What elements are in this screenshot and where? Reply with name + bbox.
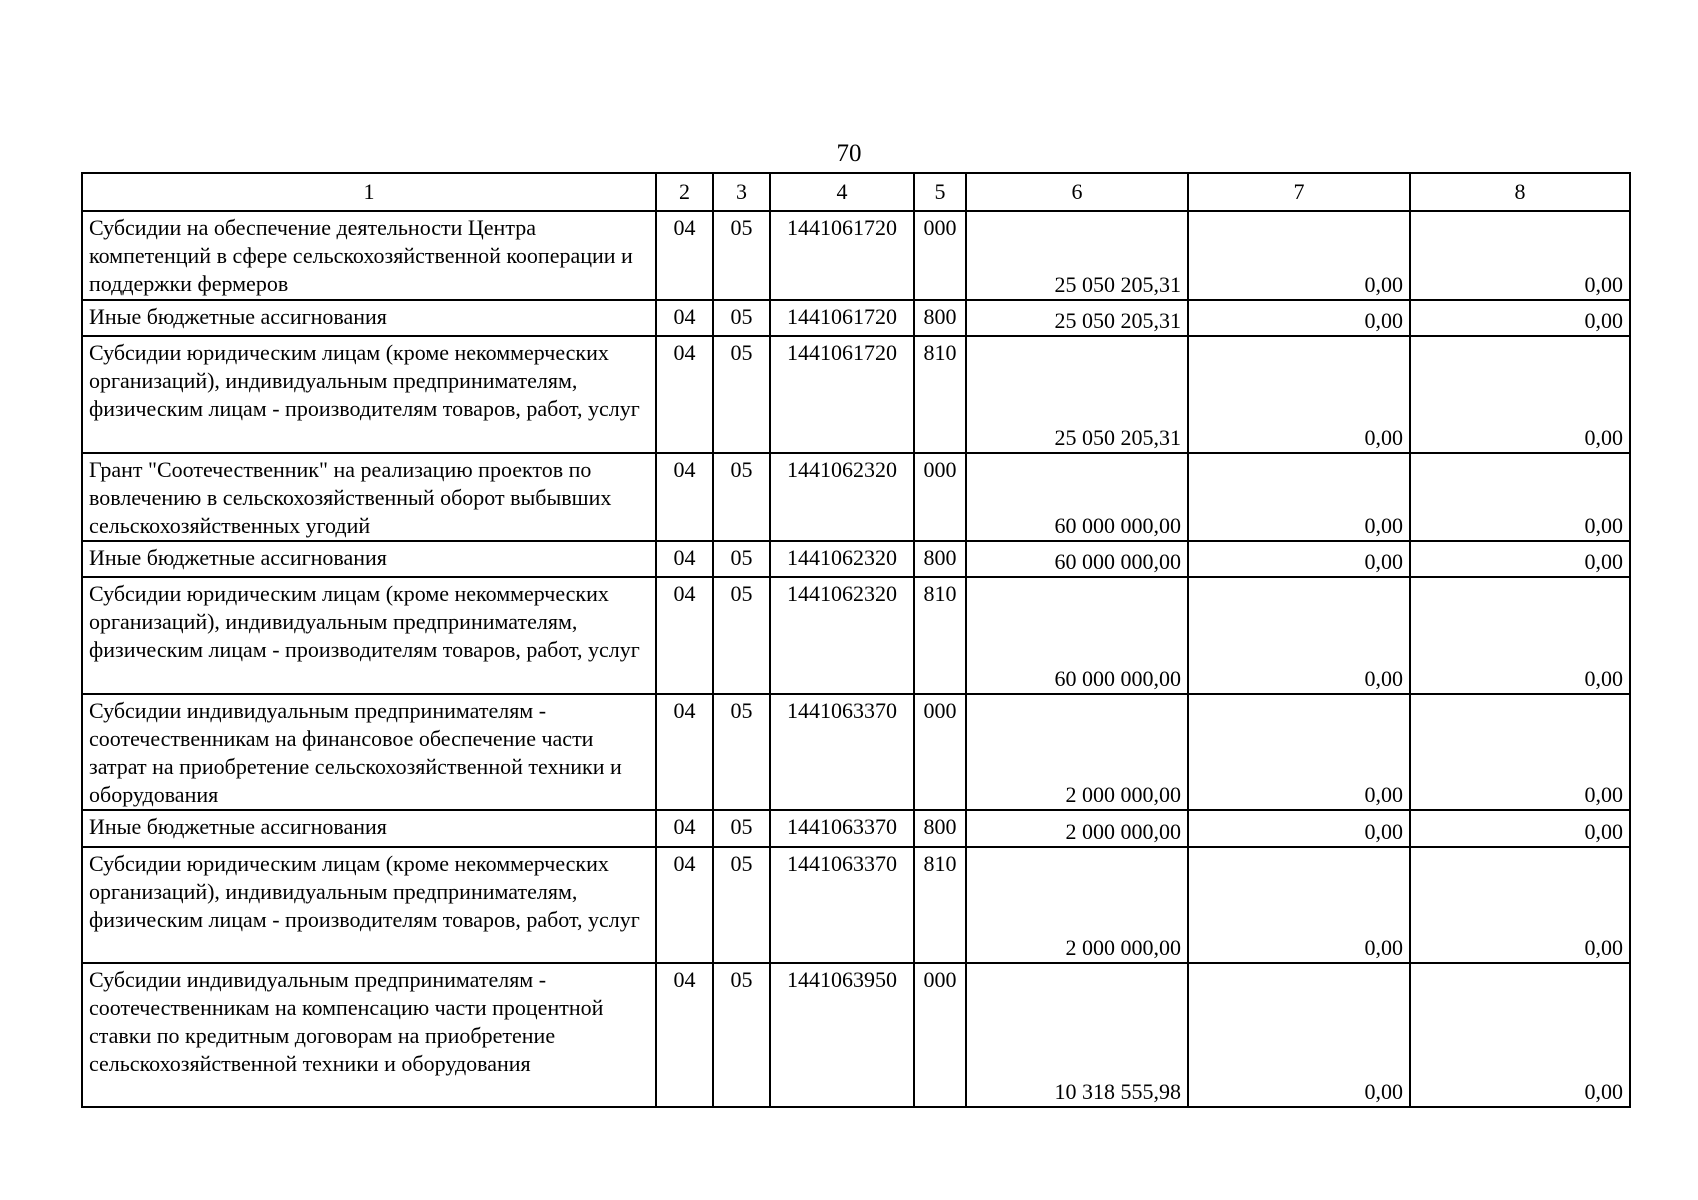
- row-amount: 10 318 555,98: [966, 963, 1188, 1107]
- table-row: [82, 694, 1630, 810]
- row-code: 04: [656, 211, 713, 300]
- row-amount: 0,00: [1410, 810, 1630, 847]
- row-code: 800: [914, 810, 966, 847]
- row-name: Субсидии юридическим лицам (кроме некоммерческих организаций), индивидуальным предпринимателям, физическим лицам - производителям товаров, работ, услуг: [82, 577, 656, 694]
- table-row: [82, 810, 1630, 847]
- row-code: 000: [914, 211, 966, 300]
- row-code: 04: [656, 847, 713, 963]
- row-code: 05: [713, 810, 770, 847]
- row-code: 000: [914, 453, 966, 541]
- row-code: 04: [656, 577, 713, 694]
- row-code: 000: [914, 694, 966, 810]
- header-cell: 8: [1410, 173, 1630, 211]
- row-name: Иные бюджетные ассигнования: [82, 810, 656, 847]
- row-code: 1441061720: [770, 336, 914, 453]
- row-code: 05: [713, 336, 770, 453]
- row-amount: 2 000 000,00: [966, 847, 1188, 963]
- table-row: [82, 847, 1630, 963]
- header-cell: 4: [770, 173, 914, 211]
- header-cell: 6: [966, 173, 1188, 211]
- row-amount: 0,00: [1188, 963, 1410, 1107]
- row-name: Иные бюджетные ассигнования: [82, 300, 656, 336]
- row-code: 05: [713, 211, 770, 300]
- row-code: 04: [656, 336, 713, 453]
- row-amount: 0,00: [1410, 336, 1630, 453]
- page-number: 70: [836, 140, 862, 167]
- table-row: [82, 577, 1630, 694]
- row-amount: 0,00: [1188, 694, 1410, 810]
- row-amount: 0,00: [1410, 847, 1630, 963]
- table-row: [82, 453, 1630, 541]
- row-amount: 0,00: [1188, 300, 1410, 336]
- row-code: 800: [914, 541, 966, 577]
- header-cell: 5: [914, 173, 966, 211]
- table-row: [82, 963, 1630, 1107]
- row-code: 1441063950: [770, 963, 914, 1107]
- row-amount: 0,00: [1410, 453, 1630, 541]
- row-code: 05: [713, 300, 770, 336]
- row-amount: 25 050 205,31: [966, 336, 1188, 453]
- row-amount: 2 000 000,00: [966, 694, 1188, 810]
- row-code: 1441061720: [770, 300, 914, 336]
- header-cell: 7: [1188, 173, 1410, 211]
- row-amount: 0,00: [1188, 453, 1410, 541]
- row-amount: 0,00: [1410, 541, 1630, 577]
- row-amount: 0,00: [1410, 963, 1630, 1107]
- row-code: 810: [914, 336, 966, 453]
- row-code: 04: [656, 300, 713, 336]
- row-amount: 0,00: [1188, 211, 1410, 300]
- row-code: 05: [713, 847, 770, 963]
- row-code: 1441062320: [770, 577, 914, 694]
- row-amount: 25 050 205,31: [966, 211, 1188, 300]
- row-code: 000: [914, 963, 966, 1107]
- row-code: 1441063370: [770, 694, 914, 810]
- row-name: Субсидии индивидуальным предпринимателям - соотечественникам на компенсацию части процентной ставки по кредитным договорам на приобретение сельскохозяйственной техники и оборудования: [82, 963, 656, 1107]
- row-code: 1441061720: [770, 211, 914, 300]
- row-amount: 0,00: [1410, 211, 1630, 300]
- row-code: 800: [914, 300, 966, 336]
- row-amount: 0,00: [1188, 847, 1410, 963]
- row-amount: 0,00: [1410, 577, 1630, 694]
- header-cell: 2: [656, 173, 713, 211]
- row-code: 1441062320: [770, 541, 914, 577]
- row-name: Субсидии индивидуальным предпринимателям - соотечественникам на финансовое обеспечение части затрат на приобретение сельскохозяйственной техники и оборудования: [82, 694, 656, 810]
- row-name: Субсидии на обеспечение деятельности Центра компетенций в сфере сельскохозяйственной кооперации и поддержки фермеров: [82, 211, 656, 300]
- row-name: Грант "Соотечественник" на реализацию проектов по вовлечению в сельскохозяйственный оборот выбывших сельскохозяйственных угодий: [82, 453, 656, 541]
- row-name: Субсидии юридическим лицам (кроме некоммерческих организаций), индивидуальным предпринимателям, физическим лицам - производителям товаров, работ, услуг: [82, 336, 656, 453]
- table-row: [82, 211, 1630, 300]
- table-header-row: [82, 173, 1630, 211]
- table-row: [82, 541, 1630, 577]
- row-amount: 0,00: [1410, 300, 1630, 336]
- row-code: 05: [713, 694, 770, 810]
- row-amount: 2 000 000,00: [966, 810, 1188, 847]
- table-body: [82, 211, 1630, 1107]
- row-code: 05: [713, 963, 770, 1107]
- row-amount: 0,00: [1188, 541, 1410, 577]
- budget-table: [81, 172, 1631, 1108]
- row-amount: 0,00: [1188, 336, 1410, 453]
- row-amount: 0,00: [1410, 694, 1630, 810]
- row-name: Иные бюджетные ассигнования: [82, 541, 656, 577]
- header-cell: 1: [82, 173, 656, 211]
- row-code: 04: [656, 453, 713, 541]
- row-code: 810: [914, 577, 966, 694]
- row-name: Субсидии юридическим лицам (кроме некоммерческих организаций), индивидуальным предпринимателям, физическим лицам - производителям товаров, работ, услуг: [82, 847, 656, 963]
- table-row: [82, 336, 1630, 453]
- row-amount: 60 000 000,00: [966, 541, 1188, 577]
- row-amount: 60 000 000,00: [966, 577, 1188, 694]
- row-code: 1441063370: [770, 847, 914, 963]
- row-code: 1441063370: [770, 810, 914, 847]
- header-cell: 3: [713, 173, 770, 211]
- row-code: 1441062320: [770, 453, 914, 541]
- row-code: 05: [713, 453, 770, 541]
- row-code: 05: [713, 541, 770, 577]
- table-row: [82, 300, 1630, 336]
- row-amount: 60 000 000,00: [966, 453, 1188, 541]
- row-code: 810: [914, 847, 966, 963]
- row-code: 04: [656, 694, 713, 810]
- row-code: 04: [656, 963, 713, 1107]
- row-amount: 25 050 205,31: [966, 300, 1188, 336]
- row-code: 04: [656, 541, 713, 577]
- row-amount: 0,00: [1188, 810, 1410, 847]
- row-code: 05: [713, 577, 770, 694]
- row-amount: 0,00: [1188, 577, 1410, 694]
- row-code: 04: [656, 810, 713, 847]
